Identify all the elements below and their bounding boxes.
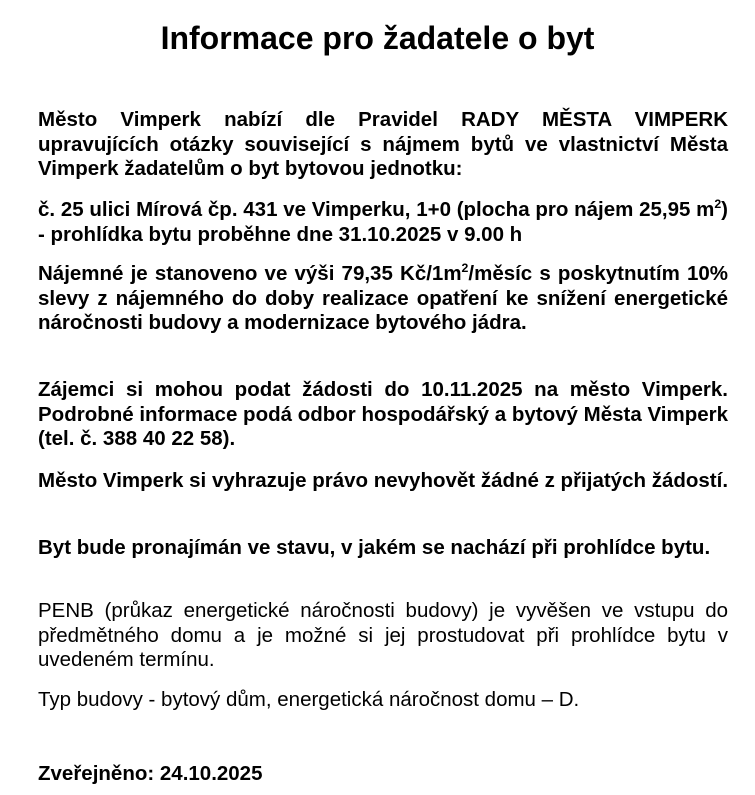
unit-paragraph: [38, 198, 728, 247]
published-date: Zveřejněno: 24.10.2025: [38, 762, 263, 785]
rent-paragraph: [38, 262, 728, 336]
penb-paragraph: PENB (průkaz energetické náročnosti budovy) je vyvěšen ve vstupu do předmětného domu a je možné si jej prostudovat při prohlídce bytu v uvedeném termínu.: [38, 599, 728, 671]
page-title: Informace pro žadatele o byt: [160, 20, 595, 56]
rent-text-end: /měsíc s poskytnutím 10% slevy z nájemného do doby realizace opatření ke snížení energetické náročnosti budovy a modernizace bytového jádra.: [38, 262, 728, 334]
unit-text-start: č. 25 ulici Mírová čp. 431 ve Vimperku, 1+0 (plocha pro nájem 25,95 m: [38, 198, 715, 221]
intro-paragraph: Město Vimperk nabízí dle Pravidel RADY MĚSTA VIMPERK upravujících otázky související s nájmem bytů ve vlastnictví Města Vimperk žadatelům o byt bytovou jednotku:: [38, 108, 728, 180]
condition-paragraph: Byt bude pronajímán ve stavu, v jakém se nachází při prohlídce bytu.: [38, 536, 711, 559]
rent-text-start: Nájemné je stanoveno ve výši 79,35 Kč/1m: [38, 262, 462, 285]
applications-paragraph: Zájemci si mohou podat žádosti do 10.11.2025 na město Vimperk. Podrobné informace podá odbor hospodářský a bytový Města Vimperk (tel. č. 388 40 22 58).: [38, 378, 728, 450]
rent-superscript: 2: [461, 261, 469, 276]
reservation-paragraph: Město Vimperk si vyhrazuje právo nevyhovět žádné z přijatých žádostí.: [38, 469, 729, 492]
unit-superscript: 2: [714, 197, 722, 212]
building-type-paragraph: Typ budovy - bytový dům, energetická náročnost domu – D.: [38, 688, 580, 711]
unit-text-end: ) - prohlídka bytu proběhne dne 31.10.2025 v 9.00 h: [38, 198, 728, 246]
